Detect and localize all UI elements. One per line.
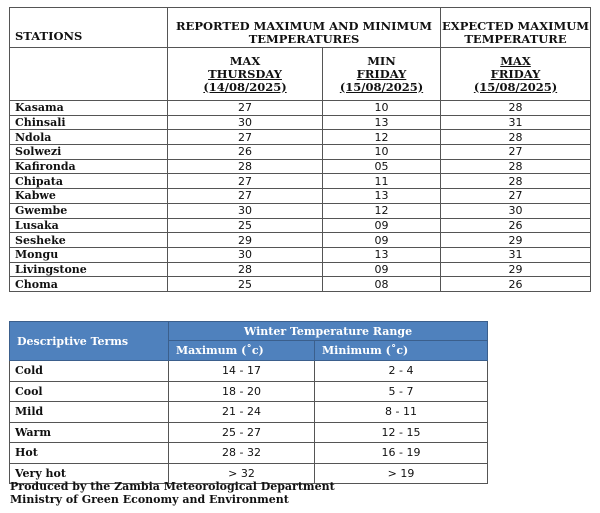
station-name: Mongu: [10, 247, 168, 262]
station-name: Lusaka: [10, 218, 168, 233]
station-name: Sesheke: [10, 233, 168, 248]
max-range: 14 - 17: [169, 361, 315, 382]
term-label: Very hot: [10, 463, 169, 484]
term-label: Cool: [10, 381, 169, 402]
station-row: [10, 189, 591, 204]
col-date: (15/08/2025): [339, 79, 424, 94]
temperature-table: [9, 7, 591, 292]
col-day: FRIDAY: [490, 66, 541, 81]
max-thursday-value: 27: [168, 189, 323, 204]
expected-header: EXPECTED MAXIMUM TEMPERATURE: [441, 8, 591, 48]
range-row: [10, 422, 488, 443]
expected-max-friday-value: 29: [441, 262, 591, 277]
max-range: 21 - 24: [169, 402, 315, 423]
col-header-max-thursday: [168, 48, 323, 101]
max-thursday-value: 27: [168, 101, 323, 116]
min-friday-value: 08: [323, 277, 441, 292]
col-date: (15/08/2025): [473, 79, 558, 94]
max-thursday-value: 30: [168, 115, 323, 130]
max-thursday-value: 30: [168, 247, 323, 262]
station-row: [10, 130, 591, 145]
range-row: [10, 361, 488, 382]
max-thursday-value: 27: [168, 174, 323, 189]
col-day: FRIDAY: [356, 66, 407, 81]
min-friday-value: 13: [323, 115, 441, 130]
station-row: [10, 174, 591, 189]
station-name: Livingstone: [10, 262, 168, 277]
footer: [10, 480, 335, 506]
min-friday-value: 12: [323, 203, 441, 218]
col-type: MAX: [500, 53, 531, 68]
winter-range-table: [9, 321, 488, 484]
min-friday-value: 13: [323, 247, 441, 262]
station-name: Chinsali: [10, 115, 168, 130]
min-range: > 19: [315, 463, 488, 484]
expected-max-friday-value: 27: [441, 145, 591, 160]
station-row: [10, 145, 591, 160]
station-row: [10, 247, 591, 262]
expected-max-friday-value: 26: [441, 218, 591, 233]
station-name: Solwezi: [10, 145, 168, 160]
minimum-header: Minimum (˚c): [315, 341, 488, 361]
max-range: 28 - 32: [169, 443, 315, 464]
footer-ministry: Ministry of Green Economy and Environment: [10, 493, 289, 506]
min-friday-value: 10: [323, 101, 441, 116]
max-range: 18 - 20: [169, 381, 315, 402]
expected-max-friday-value: 28: [441, 130, 591, 145]
max-thursday-value: 26: [168, 145, 323, 160]
range-row: [10, 381, 488, 402]
min-range: 5 - 7: [315, 381, 488, 402]
col-date: (14/08/2025): [203, 79, 287, 94]
term-label: Cold: [10, 361, 169, 382]
expected-max-friday-value: 26: [441, 277, 591, 292]
expected-max-friday-value: 31: [441, 247, 591, 262]
stations-header: STATIONS: [10, 8, 168, 48]
col-type: MIN: [367, 53, 396, 68]
station-name: Choma: [10, 277, 168, 292]
station-name: Kabwe: [10, 189, 168, 204]
footer-producer: Produced by the Zambia Meteorological Department: [10, 480, 335, 493]
max-thursday-value: 29: [168, 233, 323, 248]
station-row: [10, 101, 591, 116]
empty-header-cell: [10, 48, 168, 101]
max-range: 25 - 27: [169, 422, 315, 443]
winter-range-header: Winter Temperature Range: [169, 322, 488, 341]
max-thursday-value: 25: [168, 218, 323, 233]
term-label: Mild: [10, 402, 169, 423]
expected-max-friday-value: 28: [441, 159, 591, 174]
expected-max-friday-value: 30: [441, 203, 591, 218]
reported-header: REPORTED MAXIMUM AND MINIMUM TEMPERATURES: [168, 8, 441, 48]
station-row: [10, 262, 591, 277]
min-friday-value: 05: [323, 159, 441, 174]
max-thursday-value: 28: [168, 159, 323, 174]
range-row: [10, 443, 488, 464]
max-range: > 32: [169, 463, 315, 484]
min-friday-value: 09: [323, 233, 441, 248]
maximum-header: Maximum (˚c): [169, 341, 315, 361]
col-header-min-friday: [323, 48, 441, 101]
station-name: Kafironda: [10, 159, 168, 174]
max-thursday-value: 27: [168, 130, 323, 145]
min-friday-value: 12: [323, 130, 441, 145]
min-friday-value: 09: [323, 262, 441, 277]
min-friday-value: 09: [323, 218, 441, 233]
station-row: [10, 218, 591, 233]
station-row: [10, 159, 591, 174]
min-range: 8 - 11: [315, 402, 488, 423]
col-type: MAX: [229, 53, 261, 68]
expected-max-friday-value: 31: [441, 115, 591, 130]
range-row: [10, 402, 488, 423]
min-range: 12 - 15: [315, 422, 488, 443]
col-day: THURSDAY: [208, 66, 282, 81]
term-label: Hot: [10, 443, 169, 464]
station-name: Kasama: [10, 101, 168, 116]
station-row: [10, 233, 591, 248]
min-friday-value: 13: [323, 189, 441, 204]
max-thursday-value: 25: [168, 277, 323, 292]
expected-max-friday-value: 28: [441, 101, 591, 116]
expected-max-friday-value: 29: [441, 233, 591, 248]
max-thursday-value: 28: [168, 262, 323, 277]
station-row: [10, 115, 591, 130]
station-name: Ndola: [10, 130, 168, 145]
expected-max-friday-value: 28: [441, 174, 591, 189]
expected-max-friday-value: 27: [441, 189, 591, 204]
min-range: 16 - 19: [315, 443, 488, 464]
term-label: Warm: [10, 422, 169, 443]
station-row: [10, 203, 591, 218]
max-thursday-value: 30: [168, 203, 323, 218]
min-range: 2 - 4: [315, 361, 488, 382]
min-friday-value: 10: [323, 145, 441, 160]
col-header-expected-max-friday: [441, 48, 591, 101]
station-name: Chipata: [10, 174, 168, 189]
descriptive-terms-header: Descriptive Terms: [10, 322, 169, 361]
station-name: Gwembe: [10, 203, 168, 218]
station-row: [10, 277, 591, 292]
min-friday-value: 11: [323, 174, 441, 189]
